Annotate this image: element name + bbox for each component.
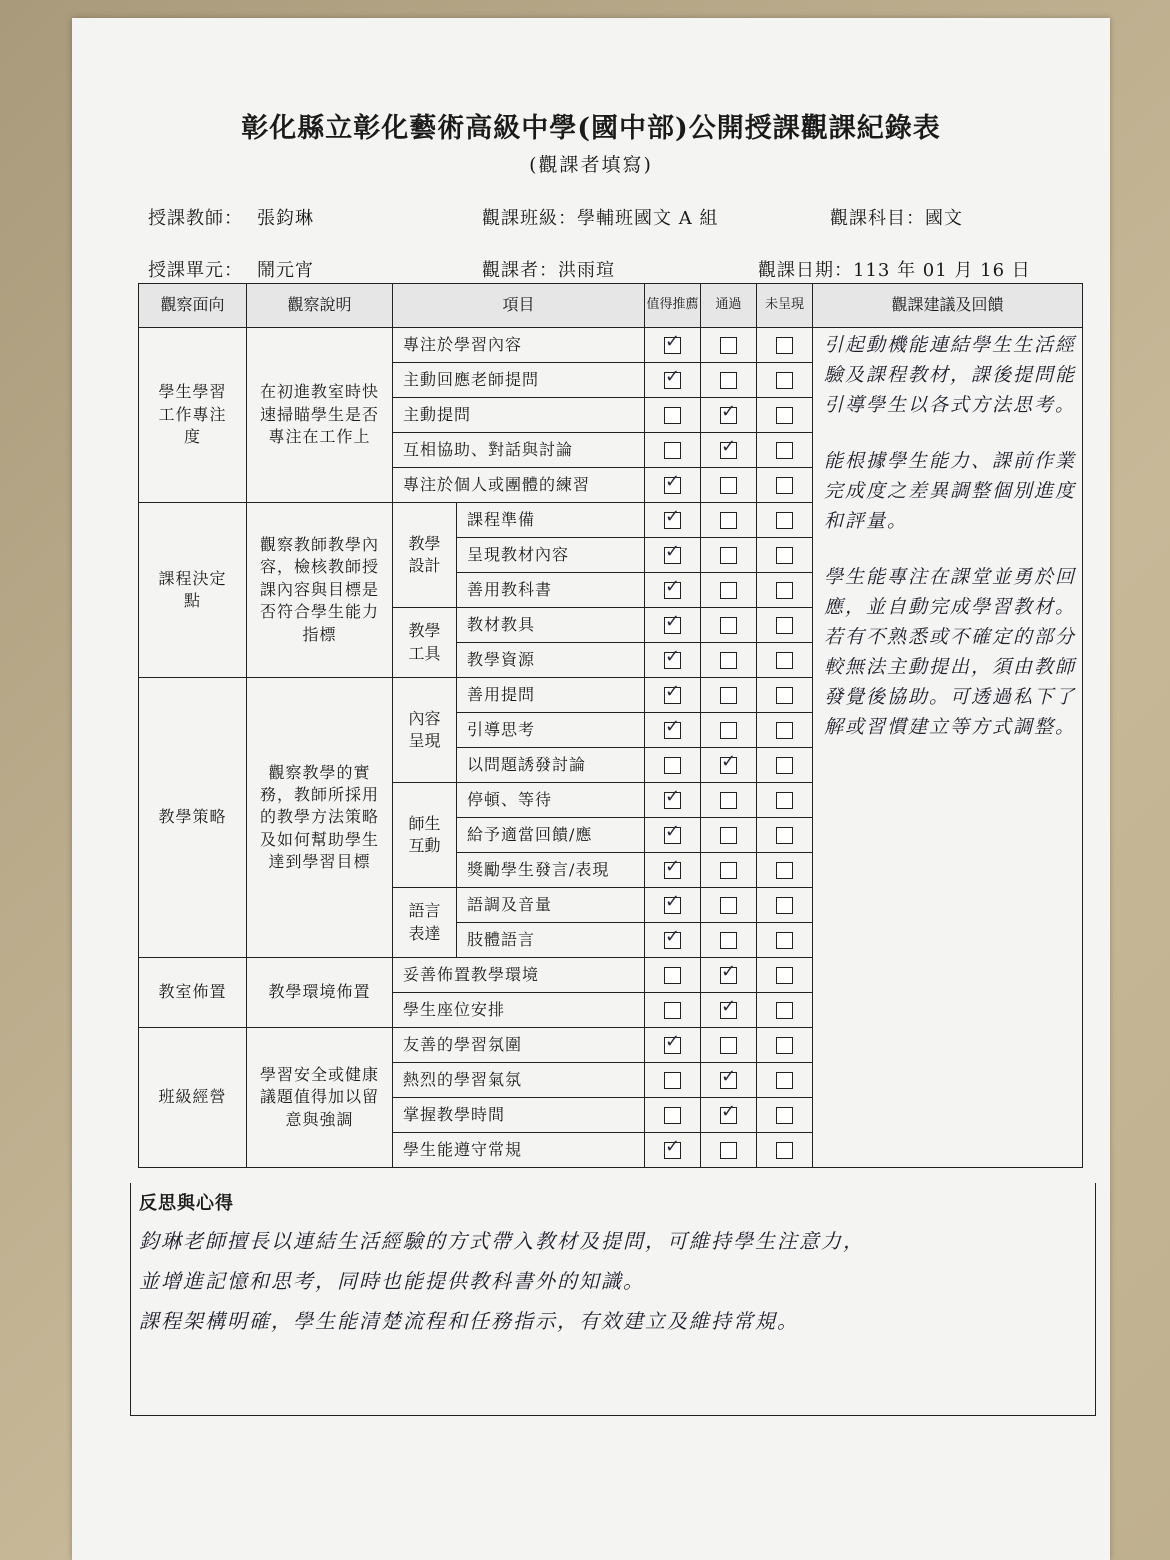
checkbox-cell-recommend <box>645 538 701 573</box>
checkbox-recommend[interactable] <box>664 827 681 844</box>
checkbox-cell-recommend <box>645 328 701 363</box>
checkbox-recommend[interactable] <box>664 967 681 984</box>
sub-category-cell: 內容呈現 <box>393 678 457 783</box>
checkbox-cell-pass <box>701 853 757 888</box>
checkbox-not-shown[interactable] <box>776 1072 793 1089</box>
checkbox-cell-pass <box>701 643 757 678</box>
form-subtitle: (觀課者填寫) <box>529 154 653 176</box>
item-label: 學生能遵守常規 <box>393 1133 645 1168</box>
checkbox-cell-not-shown <box>757 1063 813 1098</box>
checkbox-cell-pass <box>701 818 757 853</box>
checkbox-cell-pass <box>701 1028 757 1063</box>
checkbox-pass[interactable] <box>720 442 737 459</box>
checkbox-recommend[interactable] <box>664 442 681 459</box>
item-label: 專注於學習內容 <box>393 328 645 363</box>
reflection-line-1: 鈞琳老師擅長以連結生活經驗的方式帶入教材及提問，可維持學生注意力， <box>139 1229 865 1253</box>
sub-category-cell: 教學設計 <box>393 503 457 608</box>
checkbox-cell-not-shown <box>757 328 813 363</box>
checkbox-pass[interactable] <box>720 477 737 494</box>
checkbox-not-shown[interactable] <box>776 547 793 564</box>
checkbox-cell-recommend <box>645 923 701 958</box>
checkbox-cell-recommend <box>645 1133 701 1168</box>
checkbox-pass[interactable] <box>720 1037 737 1054</box>
checkbox-cell-not-shown <box>757 783 813 818</box>
checkbox-pass[interactable] <box>720 1142 737 1159</box>
checkbox-cell-recommend <box>645 398 701 433</box>
header-row <box>139 284 1083 328</box>
item-label: 掌握教學時間 <box>393 1098 645 1133</box>
checkbox-cell-recommend <box>645 748 701 783</box>
checkbox-cell-recommend <box>645 503 701 538</box>
explanation-cell: 觀察教學的實務，教師所採用的教學方法策略及如何幫助學生達到學習目標 <box>247 678 393 958</box>
checkbox-not-shown[interactable] <box>776 477 793 494</box>
checkbox-cell-not-shown <box>757 573 813 608</box>
subject-field <box>830 204 963 230</box>
item-label: 專注於個人或團體的練習 <box>393 468 645 503</box>
checkbox-cell-pass <box>701 398 757 433</box>
checkbox-cell-recommend <box>645 958 701 993</box>
checkbox-pass[interactable] <box>720 897 737 914</box>
item-label: 互相協助、對話與討論 <box>393 433 645 468</box>
checkbox-cell-not-shown <box>757 713 813 748</box>
explanation-cell: 在初進教室時快速掃瞄學生是否專注在工作上 <box>247 328 393 503</box>
sub-category-cell: 師生互動 <box>393 783 457 888</box>
checkbox-cell-not-shown <box>757 643 813 678</box>
checkbox-cell-pass <box>701 433 757 468</box>
checkbox-not-shown[interactable] <box>776 512 793 529</box>
checkbox-cell-not-shown <box>757 818 813 853</box>
checkbox-pass[interactable] <box>720 1107 737 1124</box>
checkbox-recommend[interactable] <box>664 582 681 599</box>
item-label: 教材教具 <box>457 608 645 643</box>
checkbox-pass[interactable] <box>720 652 737 669</box>
checkbox-recommend[interactable] <box>664 512 681 529</box>
checkbox-cell-not-shown <box>757 538 813 573</box>
observer-value: 洪雨瑄 <box>558 260 615 281</box>
checkbox-cell-pass <box>701 993 757 1028</box>
checkbox-recommend[interactable] <box>664 617 681 634</box>
sub-category-cell: 教學工具 <box>393 608 457 678</box>
reflection-text <box>139 1221 1089 1341</box>
aspect-cell: 課程決定點 <box>139 503 247 678</box>
reflection-title: 反思與心得 <box>139 1193 234 1214</box>
explanation-cell: 學習安全或健康議題值得加以留意與強調 <box>247 1028 393 1168</box>
checkbox-cell-pass <box>701 958 757 993</box>
checkbox-cell-pass <box>701 328 757 363</box>
checkbox-pass[interactable] <box>720 827 737 844</box>
item-label: 肢體語言 <box>457 923 645 958</box>
teacher-label: 授課教師： <box>148 208 243 229</box>
checkbox-cell-not-shown <box>757 888 813 923</box>
checkbox-not-shown[interactable] <box>776 932 793 949</box>
checkbox-not-shown[interactable] <box>776 862 793 879</box>
checkbox-cell-not-shown <box>757 993 813 1028</box>
header-recommend: 值得推薦 <box>645 284 701 328</box>
item-label: 停頓、等待 <box>457 783 645 818</box>
checkbox-recommend[interactable] <box>664 1072 681 1089</box>
checkbox-pass[interactable] <box>720 372 737 389</box>
item-label: 以問題誘發討論 <box>457 748 645 783</box>
checkbox-cell-pass <box>701 608 757 643</box>
class-field <box>482 204 718 230</box>
checkbox-recommend[interactable] <box>664 477 681 494</box>
checkbox-not-shown[interactable] <box>776 792 793 809</box>
item-label: 熱烈的學習氣氛 <box>393 1063 645 1098</box>
checkbox-recommend[interactable] <box>664 1142 681 1159</box>
checkbox-cell-not-shown <box>757 1098 813 1133</box>
checkbox-pass[interactable] <box>720 967 737 984</box>
aspect-cell: 教室佈置 <box>139 958 247 1028</box>
checkbox-pass[interactable] <box>720 407 737 424</box>
checkbox-not-shown[interactable] <box>776 442 793 459</box>
checkbox-recommend[interactable] <box>664 897 681 914</box>
checkbox-cell-not-shown <box>757 363 813 398</box>
checkbox-cell-pass <box>701 468 757 503</box>
checkbox-recommend[interactable] <box>664 372 681 389</box>
checkbox-cell-recommend <box>645 678 701 713</box>
sub-category-cell: 語言表達 <box>393 888 457 958</box>
checkbox-pass[interactable] <box>720 547 737 564</box>
date-value: 113 年 01 月 16 日 <box>853 260 1031 281</box>
checkbox-cell-pass <box>701 503 757 538</box>
unit-label: 授課單元： <box>148 260 243 281</box>
checkbox-cell-recommend <box>645 818 701 853</box>
explanation-cell: 觀察教師教學內容，檢核教師授課內容與目標是否符合學生能力指標 <box>247 503 393 678</box>
checkbox-not-shown[interactable] <box>776 722 793 739</box>
checkbox-recommend[interactable] <box>664 1002 681 1019</box>
reflection-line-2: 並增進記憶和思考，同時也能提供教科書外的知識。 <box>139 1269 645 1293</box>
checkbox-recommend[interactable] <box>664 862 681 879</box>
item-label: 善用提問 <box>457 678 645 713</box>
checkbox-not-shown[interactable] <box>776 757 793 774</box>
checkbox-not-shown[interactable] <box>776 687 793 704</box>
checkbox-recommend[interactable] <box>664 757 681 774</box>
checkbox-cell-pass <box>701 1063 757 1098</box>
item-label: 妥善佈置教學環境 <box>393 958 645 993</box>
observer-field <box>482 256 615 282</box>
checkbox-cell-not-shown <box>757 923 813 958</box>
checkbox-recommend[interactable] <box>664 652 681 669</box>
teacher-field <box>148 204 314 230</box>
checkbox-cell-recommend <box>645 888 701 923</box>
checkbox-cell-pass <box>701 573 757 608</box>
item-label: 課程準備 <box>457 503 645 538</box>
checkbox-not-shown[interactable] <box>776 582 793 599</box>
checkbox-cell-recommend <box>645 1063 701 1098</box>
item-label: 友善的學習氛圍 <box>393 1028 645 1063</box>
checkbox-not-shown[interactable] <box>776 1002 793 1019</box>
reflection-box <box>130 1183 1096 1416</box>
unit-value: 鬧元宵 <box>257 260 314 281</box>
checkbox-cell-recommend <box>645 713 701 748</box>
header-not-shown: 未呈現 <box>757 284 813 328</box>
aspect-cell: 學生學習工作專注度 <box>139 328 247 503</box>
subject-value: 國文 <box>925 208 963 229</box>
checkbox-cell-not-shown <box>757 1028 813 1063</box>
item-label: 教學資源 <box>457 643 645 678</box>
checkbox-cell-not-shown <box>757 958 813 993</box>
checkbox-not-shown[interactable] <box>776 1142 793 1159</box>
checkbox-cell-pass <box>701 538 757 573</box>
checkbox-recommend[interactable] <box>664 722 681 739</box>
checkbox-cell-pass <box>701 923 757 958</box>
checkbox-pass[interactable] <box>720 792 737 809</box>
checkbox-cell-recommend <box>645 608 701 643</box>
item-label: 學生座位安排 <box>393 993 645 1028</box>
header-feedback: 觀課建議及回饋 <box>813 284 1083 328</box>
item-label: 語調及音量 <box>457 888 645 923</box>
checkbox-pass[interactable] <box>720 862 737 879</box>
feedback-text <box>824 330 1086 768</box>
feedback-paragraph-3: 學生能專注在課堂並勇於回應，並自動完成學習教材。若有不熟悉或不確定的部分較無法主動提出，須由教師發覺後協助。可透過私下了解或習慣建立等方式調整。 <box>824 566 1077 738</box>
item-label: 主動提問 <box>393 398 645 433</box>
subject-label: 觀課科目： <box>830 208 925 229</box>
date-field <box>758 256 1031 282</box>
checkbox-cell-pass <box>701 713 757 748</box>
checkbox-not-shown[interactable] <box>776 1037 793 1054</box>
checkbox-cell-not-shown <box>757 678 813 713</box>
observation-form <box>72 18 1110 1560</box>
item-label: 給予適當回饋/應 <box>457 818 645 853</box>
checkbox-recommend[interactable] <box>664 547 681 564</box>
unit-field <box>148 256 314 282</box>
checkbox-cell-pass <box>701 888 757 923</box>
checkbox-cell-recommend <box>645 853 701 888</box>
checkbox-pass[interactable] <box>720 722 737 739</box>
checkbox-pass[interactable] <box>720 582 737 599</box>
checkbox-cell-not-shown <box>757 398 813 433</box>
checkbox-cell-not-shown <box>757 853 813 888</box>
checkbox-cell-not-shown <box>757 433 813 468</box>
item-label: 主動回應老師提問 <box>393 363 645 398</box>
checkbox-cell-not-shown <box>757 608 813 643</box>
checkbox-recommend[interactable] <box>664 687 681 704</box>
item-label: 引導思考 <box>457 713 645 748</box>
explanation-cell: 教學環境佈置 <box>247 958 393 1028</box>
checkbox-cell-not-shown <box>757 748 813 783</box>
item-label: 獎勵學生發言/表現 <box>457 853 645 888</box>
checkbox-pass[interactable] <box>720 757 737 774</box>
item-label: 善用教科書 <box>457 573 645 608</box>
header-pass: 通過 <box>701 284 757 328</box>
date-label: 觀課日期： <box>758 260 853 281</box>
checkbox-pass[interactable] <box>720 512 737 529</box>
checkbox-recommend[interactable] <box>664 337 681 354</box>
checkbox-not-shown[interactable] <box>776 407 793 424</box>
checkbox-not-shown[interactable] <box>776 897 793 914</box>
checkbox-cell-recommend <box>645 433 701 468</box>
checkbox-cell-not-shown <box>757 468 813 503</box>
checkbox-recommend[interactable] <box>664 1107 681 1124</box>
checkbox-recommend[interactable] <box>664 1037 681 1054</box>
header-aspect: 觀察面向 <box>139 284 247 328</box>
form-title: 彰化縣立彰化藝術高級中學(國中部)公開授課觀課紀錄表 <box>241 113 941 144</box>
class-value: 學輔班國文 A 組 <box>577 208 719 229</box>
checkbox-pass[interactable] <box>720 1072 737 1089</box>
checkbox-cell-pass <box>701 748 757 783</box>
checkbox-cell-not-shown <box>757 503 813 538</box>
feedback-paragraph-1: 引起動機能連結學生生活經驗及課程教材，課後提問能引導學生以各式方法思考。 <box>824 334 1077 416</box>
checkbox-not-shown[interactable] <box>776 827 793 844</box>
teacher-value: 張鈞琳 <box>257 208 314 229</box>
checkbox-cell-pass <box>701 1098 757 1133</box>
aspect-cell: 教學策略 <box>139 678 247 958</box>
checkbox-cell-recommend <box>645 643 701 678</box>
checkbox-cell-pass <box>701 678 757 713</box>
checkbox-cell-recommend <box>645 573 701 608</box>
checkbox-not-shown[interactable] <box>776 617 793 634</box>
checkbox-cell-recommend <box>645 1098 701 1133</box>
checkbox-pass[interactable] <box>720 1002 737 1019</box>
checkbox-pass[interactable] <box>720 337 737 354</box>
checkbox-cell-pass <box>701 1133 757 1168</box>
feedback-paragraph-2: 能根據學生能力、課前作業完成度之差異調整個別進度和評量。 <box>824 450 1077 532</box>
observer-label: 觀課者： <box>482 260 558 281</box>
checkbox-cell-recommend <box>645 468 701 503</box>
reflection-line-3: 課程架構明確，學生能清楚流程和任務指示，有效建立及維持常規。 <box>139 1309 799 1333</box>
checkbox-cell-pass <box>701 363 757 398</box>
checkbox-recommend[interactable] <box>664 792 681 809</box>
checkbox-cell-recommend <box>645 993 701 1028</box>
class-label: 觀課班級： <box>482 208 577 229</box>
checkbox-not-shown[interactable] <box>776 337 793 354</box>
checkbox-recommend[interactable] <box>664 407 681 424</box>
checkbox-not-shown[interactable] <box>776 1107 793 1124</box>
header-explanation: 觀察說明 <box>247 284 393 328</box>
checkbox-cell-recommend <box>645 363 701 398</box>
header-item: 項目 <box>393 284 645 328</box>
checkbox-not-shown[interactable] <box>776 372 793 389</box>
checkbox-cell-not-shown <box>757 1133 813 1168</box>
checkbox-recommend[interactable] <box>664 932 681 949</box>
item-label: 呈現教材內容 <box>457 538 645 573</box>
checkbox-cell-recommend <box>645 1028 701 1063</box>
checkbox-not-shown[interactable] <box>776 652 793 669</box>
checkbox-pass[interactable] <box>720 617 737 634</box>
checkbox-pass[interactable] <box>720 932 737 949</box>
checkbox-cell-recommend <box>645 783 701 818</box>
aspect-cell: 班級經營 <box>139 1028 247 1168</box>
checkbox-pass[interactable] <box>720 687 737 704</box>
checkbox-cell-pass <box>701 783 757 818</box>
checkbox-not-shown[interactable] <box>776 967 793 984</box>
